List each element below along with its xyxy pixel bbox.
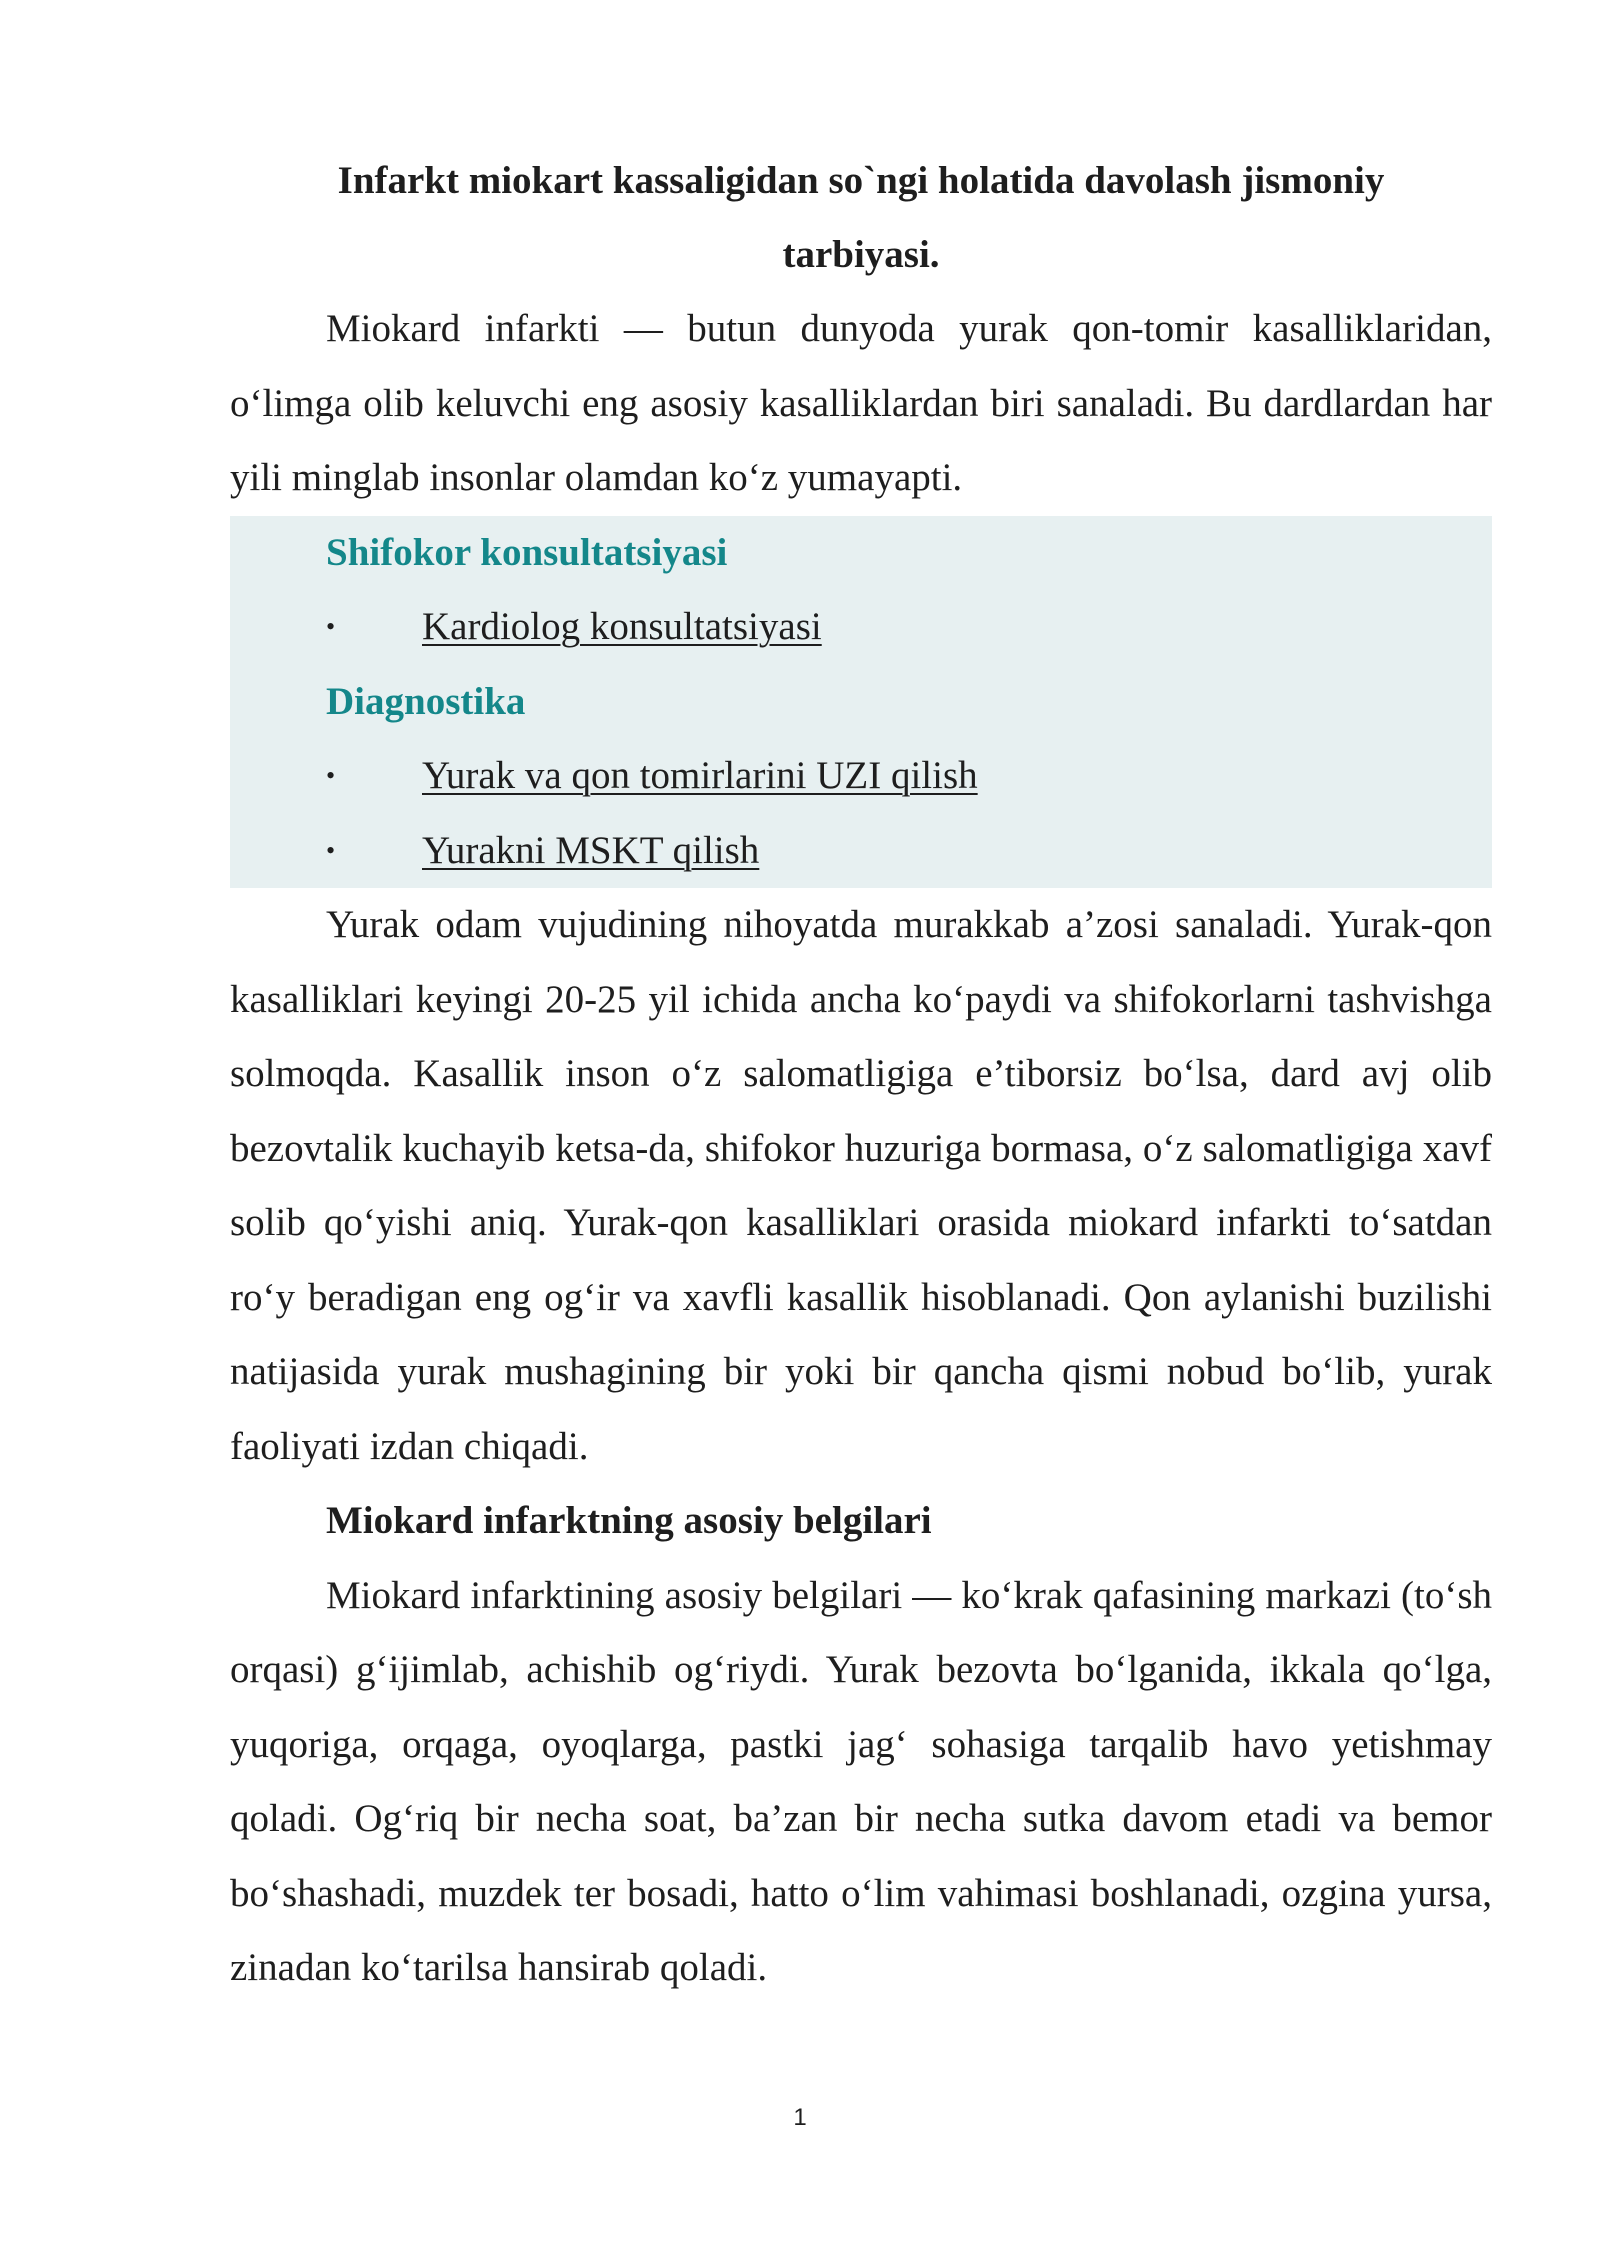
document-page (230, 144, 1492, 2006)
bullet-icon: • (326, 612, 336, 641)
box-heading-diagnostics: Diagnostika (326, 679, 526, 723)
document-title: Infarkt miokart kassaligidan so`ngi holatida davolash jismoniy tarbiyasi. (337, 159, 1385, 276)
bullet-icon: • (326, 761, 336, 790)
list-item (230, 739, 1492, 814)
heart-ultrasound-link[interactable]: Yurak va qon tomirlarini UZI qilish (422, 754, 978, 797)
box-heading-consultation: Shifokor konsultatsiyasi (326, 530, 728, 574)
list-item (230, 590, 1492, 665)
list-item (230, 814, 1492, 889)
body-paragraph: Yurak odam vujudining nihoyatda murakkab a’zosi sanaladi. Yurak-qon kasalliklari keyingi 20-25 yil ichida ancha ko‘paydi va shifokorlarni tashvishga solmoqda. Kasallik inson o‘z salomatligiga e’tiborsiz bo‘lsa, dard avj olib bezovtalik kuchayib ketsa-da, shifokor huzuriga bormasa, o‘z salomatligiga xavf solib qo‘yishi aniq. Yurak-qon kasalliklari orasida miokard infarkti to‘satdan ro‘y beradigan eng og‘ir va xavfli kasallik hisoblanadi. Qon aylanishi buzilishi natijasida yurak mushagining bir yoki bir qancha qismi nobud bo‘lib, yurak faoliyati izdan chiqadi. (230, 903, 1492, 1468)
cardiologist-consultation-link[interactable]: Kardiolog konsultatsiyasi (422, 605, 822, 648)
section-subheading: Miokard infarktning asosiy belgilari (326, 1499, 932, 1542)
page-number: 1 (793, 2104, 807, 2131)
bullet-icon: • (326, 835, 336, 865)
symptoms-paragraph: Miokard infarktining asosiy belgilari — ko‘krak qafasining markazi (to‘sh orqasi) g‘ijimlab, achishib og‘riydi. Yurak bezovta bo‘lganida, ikkala qo‘lga, yuqoriga, orqaga, oyoqlarga, pastki jag‘ sohasiga tarqalib havo yetishmay qoladi. Og‘riq bir necha soat, ba’zan bir necha sutka davom etadi va bemor bo‘shashadi, muzdek ter bosadi, hatto o‘lim vahimasi boshlanadi, ozgina yursa, zinadan ko‘tarilsa hansirab qoladi. (230, 1573, 1492, 1989)
intro-paragraph: Miokard infarkti — butun dunyoda yurak qon-tomir kasalliklaridan, o‘limga olib keluvchi eng asosiy kasalliklardan biri sanaladi. Bu dardlardan har yili minglab insonlar olamdan ko‘z yumayapti. (230, 307, 1492, 499)
heart-mskt-link[interactable]: Yurakni MSKT qilish (422, 828, 760, 872)
consultation-box (230, 516, 1492, 889)
